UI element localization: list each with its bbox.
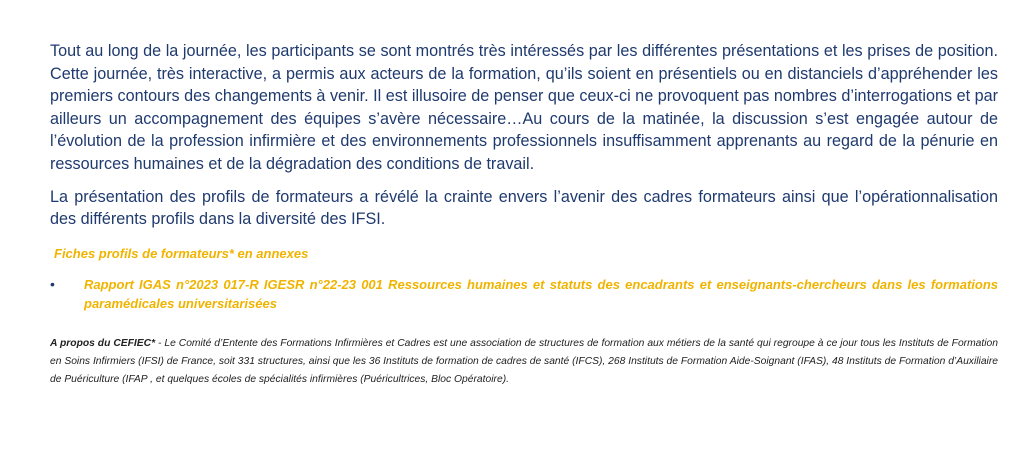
paragraph-profils: La présentation des profils de formateurs a révélé la crainte envers l’avenir des cadres formateurs ainsi que l’opérationnalisation des différents profils dans la diversité des IFSI. xyxy=(50,187,998,229)
document-page xyxy=(50,40,998,389)
annex-title: Fiches profils de formateurs* en annexes xyxy=(54,245,309,261)
bullet-list-item xyxy=(50,275,998,313)
about-label: A propos du CEFIEC* xyxy=(50,337,156,349)
paragraph-journee: Tout au long de la journée, les participants se sont montrés très intéressés par les différentes présentations et les prises de position. Cette journée, très interactive, a permis aux acteurs de la formation, qu’ils soient en présentiels ou en distanciels d’appréhender les premiers contours des changements à venir. Il est illusoire de penser que ceux-ci ne provoquent pas nombres d’interrogations et par ailleurs un accompagnement des équipes s’avère nécessaire…Au cours de la matinée, la discussion s’est engagée autour de l’évolution de la profession infirmière et des environnements professionnels insuffisamment apprenants au regard de la pénurie en ressources humaines et de la dégradation des conditions de travail. xyxy=(50,42,998,173)
bullet-dot: • xyxy=(50,275,55,292)
about-footnote xyxy=(50,335,998,389)
bullet-text: Rapport IGAS n°2023 017-R IGESR n°22-23 001 Ressources humaines et statuts des encadrants et enseignants-chercheurs dans les formations paramédicales universitarisées xyxy=(84,276,998,311)
about-text: - Le Comité d’Entente des Formations Infirmières et Cadres est une association de structures de formation aux métiers de la santé qui regroupe à ce jour tous les Instituts de Formation en Soins Infirmiers (IFSI) de France, soit 331 structures, ainsi que les 36 Instituts de formation de cadres de santé (IFCS), 268 Instituts de Formation Aide-Soignant (IFAS), 48 Instituts de Formation d’Auxiliaire de Puériculture (IFAP , et quelques écoles de spécialités infirmières (Puéricultrices, Bloc Opératoire). xyxy=(50,337,998,385)
